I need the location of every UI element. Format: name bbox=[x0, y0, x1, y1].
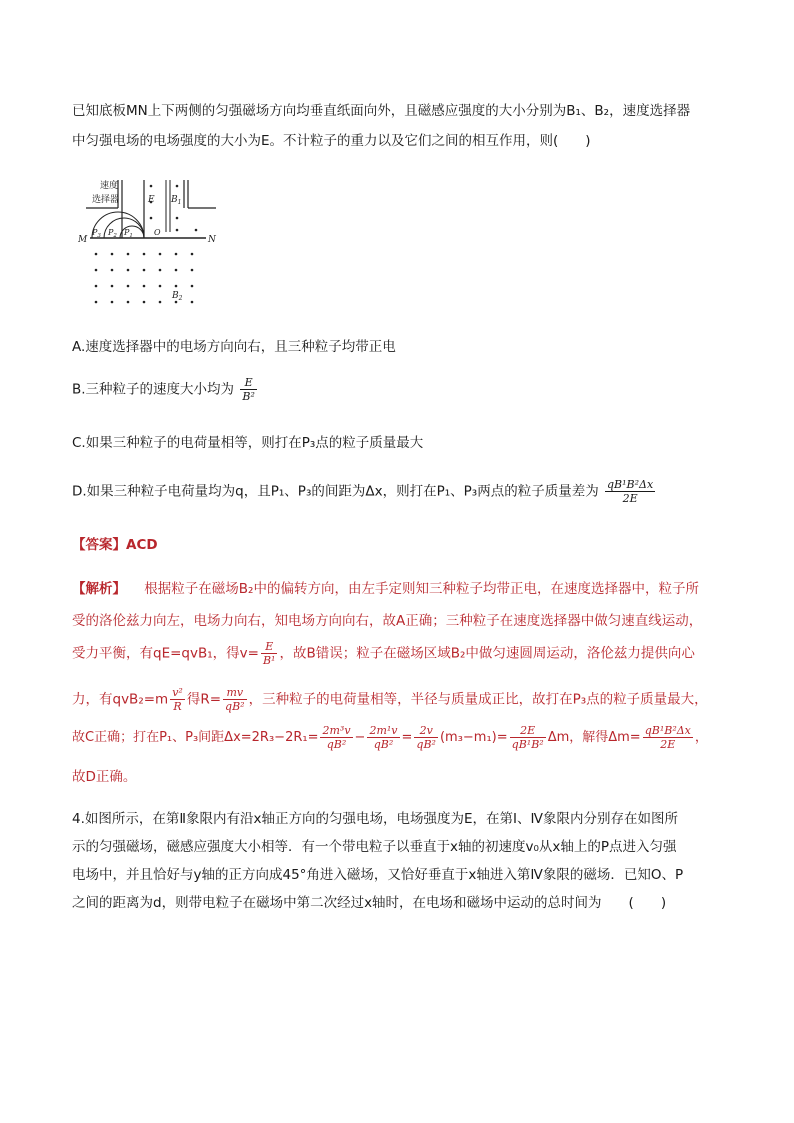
question4-line-1: 4.如图所示，在第Ⅱ象限内有沿x轴正方向的匀强电场，电场强度为E，在第Ⅰ、Ⅳ象限内分别存在如图所 bbox=[72, 811, 678, 827]
frac-num: 2v bbox=[414, 724, 438, 738]
label-M: M bbox=[78, 235, 88, 245]
frac-den: qB² bbox=[373, 738, 394, 751]
label-P2: $P_2$ bbox=[108, 228, 117, 239]
label-N: N bbox=[208, 235, 216, 245]
question4-line-4: 之间的距离为d，则带电粒子在磁场中第二次经过x轴时，在电场和磁场中运动的总时间为 ( ) bbox=[72, 895, 667, 911]
frac-den: B² bbox=[242, 390, 255, 403]
frac-den: B¹ bbox=[262, 654, 276, 667]
analysis-text-5a: 故C正确；打在P₁、P₃间距Δx=2R₃−2R₁= bbox=[72, 730, 319, 745]
analysis-line-2: 受的洛伦兹力向左，电场力向右，知电场方向向右，故A正确；三种粒子在速度选择器中做匀速直线运动， bbox=[72, 613, 703, 629]
frac-num: mv bbox=[223, 686, 247, 700]
analysis-text-3a: 受力平衡，有qE=qvB₁，得v= bbox=[72, 645, 259, 662]
frac-mv-over-qb2 bbox=[223, 686, 247, 713]
label-O: O bbox=[154, 228, 161, 237]
frac-num: 2E bbox=[510, 724, 546, 738]
frac-num: E bbox=[261, 640, 278, 654]
equals-sign: = bbox=[401, 730, 413, 745]
frac-num: E bbox=[240, 376, 257, 390]
question4-line-3: 电场中，并且恰好与y轴的正方向成45°角进入磁场，又恰好垂直于x轴进入第Ⅳ象限的磁场．已知O、P bbox=[72, 867, 684, 883]
analysis-text-5end: ， bbox=[694, 730, 708, 745]
frac-num: qB¹B²Δx bbox=[607, 478, 654, 491]
frac-1 bbox=[320, 724, 352, 751]
option-d-fraction bbox=[605, 478, 655, 505]
frac-num: 2m¹v bbox=[369, 724, 398, 737]
minus-sign: − bbox=[354, 730, 366, 745]
selector-label-2: 选择器 bbox=[92, 195, 120, 205]
option-d bbox=[72, 478, 657, 505]
analysis-line-3 bbox=[72, 640, 722, 667]
analysis-text-3b: ，故B错误；粒子在磁场区域B₂中做匀速圆周运动，洛伦兹力提供向心 bbox=[279, 645, 695, 662]
frac-den: 2E bbox=[660, 738, 676, 751]
label-P1: $P_1$ bbox=[124, 228, 133, 239]
analysis-label: 【解析】 bbox=[72, 581, 126, 597]
frac-5 bbox=[643, 724, 693, 751]
label-B2: $B_2$ bbox=[172, 291, 183, 302]
label-B1: $B_1$ bbox=[171, 195, 182, 206]
frac-den: 2E bbox=[622, 492, 638, 505]
frac-num: 2m³v bbox=[322, 724, 351, 737]
frac-4 bbox=[510, 724, 546, 751]
analysis-text-1: 根据粒子在磁场B₂中的偏转方向，由左手定则知三种粒子均带正电，在速度选择器中，粒子所 bbox=[144, 581, 699, 597]
label-P3: $P_3$ bbox=[92, 228, 101, 239]
question4-line-2: 示的匀强磁场，磁感应强度大小相等．有一个带电粒子以垂直于x轴的初速度v₀从x轴上的P点进入匀强 bbox=[72, 839, 677, 855]
option-c: C.如果三种粒子的电荷量相等，则打在P₃点的粒子质量最大 bbox=[72, 435, 424, 451]
frac-2 bbox=[367, 724, 399, 751]
option-d-text: D.如果三种粒子电荷量均为q，且P₁、P₃的间距为Δx，则打在P₁、P₃两点的粒子质量差为 bbox=[72, 483, 599, 500]
velocity-selector-figure bbox=[78, 172, 228, 312]
frac-v2-over-r bbox=[170, 686, 185, 713]
frac-num: v² bbox=[172, 686, 183, 699]
frac-num: qB¹B²Δx bbox=[644, 724, 691, 737]
frac-den: qB² bbox=[225, 700, 245, 713]
intro-line-2: 中匀强电场的电场强度的大小为E。不计粒子的重力以及它们之间的相互作用，则( ) bbox=[72, 133, 591, 149]
analysis-text-5b: (m₃−m₁)= bbox=[439, 730, 508, 745]
analysis-text-4b: 得R= bbox=[186, 691, 222, 708]
option-b bbox=[72, 376, 259, 403]
frac-den: qB² bbox=[416, 738, 436, 751]
frac-den: qB² bbox=[326, 738, 347, 751]
option-a: A.速度选择器中的电场方向向右，且三种粒子均带正电 bbox=[72, 339, 396, 355]
analysis-line-6: 故D正确。 bbox=[72, 769, 137, 785]
analysis-text-4a: 力，有qvB₂=m bbox=[72, 691, 169, 708]
analysis-line-4 bbox=[72, 686, 722, 713]
selector-label-1: 速度 bbox=[100, 181, 119, 191]
frac-den: qB¹B² bbox=[511, 738, 544, 751]
frac-3 bbox=[414, 724, 438, 751]
analysis-line-1 bbox=[72, 576, 722, 602]
frac-e-over-b1 bbox=[261, 640, 278, 667]
answer-label: 【答案】ACD bbox=[72, 537, 158, 553]
analysis-text-5c: Δm，解得Δm= bbox=[547, 730, 641, 745]
analysis-line-5 bbox=[72, 724, 732, 751]
intro-line-1: 已知底板MN上下两侧的匀强磁场方向均垂直纸面向外，且磁感应强度的大小分别为B₁、B₂，速度选择器 bbox=[72, 103, 691, 119]
option-b-text: B.三种粒子的速度大小均为 bbox=[72, 381, 235, 398]
frac-den: R bbox=[173, 700, 182, 713]
label-E: E bbox=[148, 195, 155, 205]
option-b-fraction bbox=[240, 376, 257, 403]
analysis-text-4c: ，三种粒子的电荷量相等，半径与质量成正比，故打在P₃点的粒子质量最大， bbox=[248, 691, 708, 708]
